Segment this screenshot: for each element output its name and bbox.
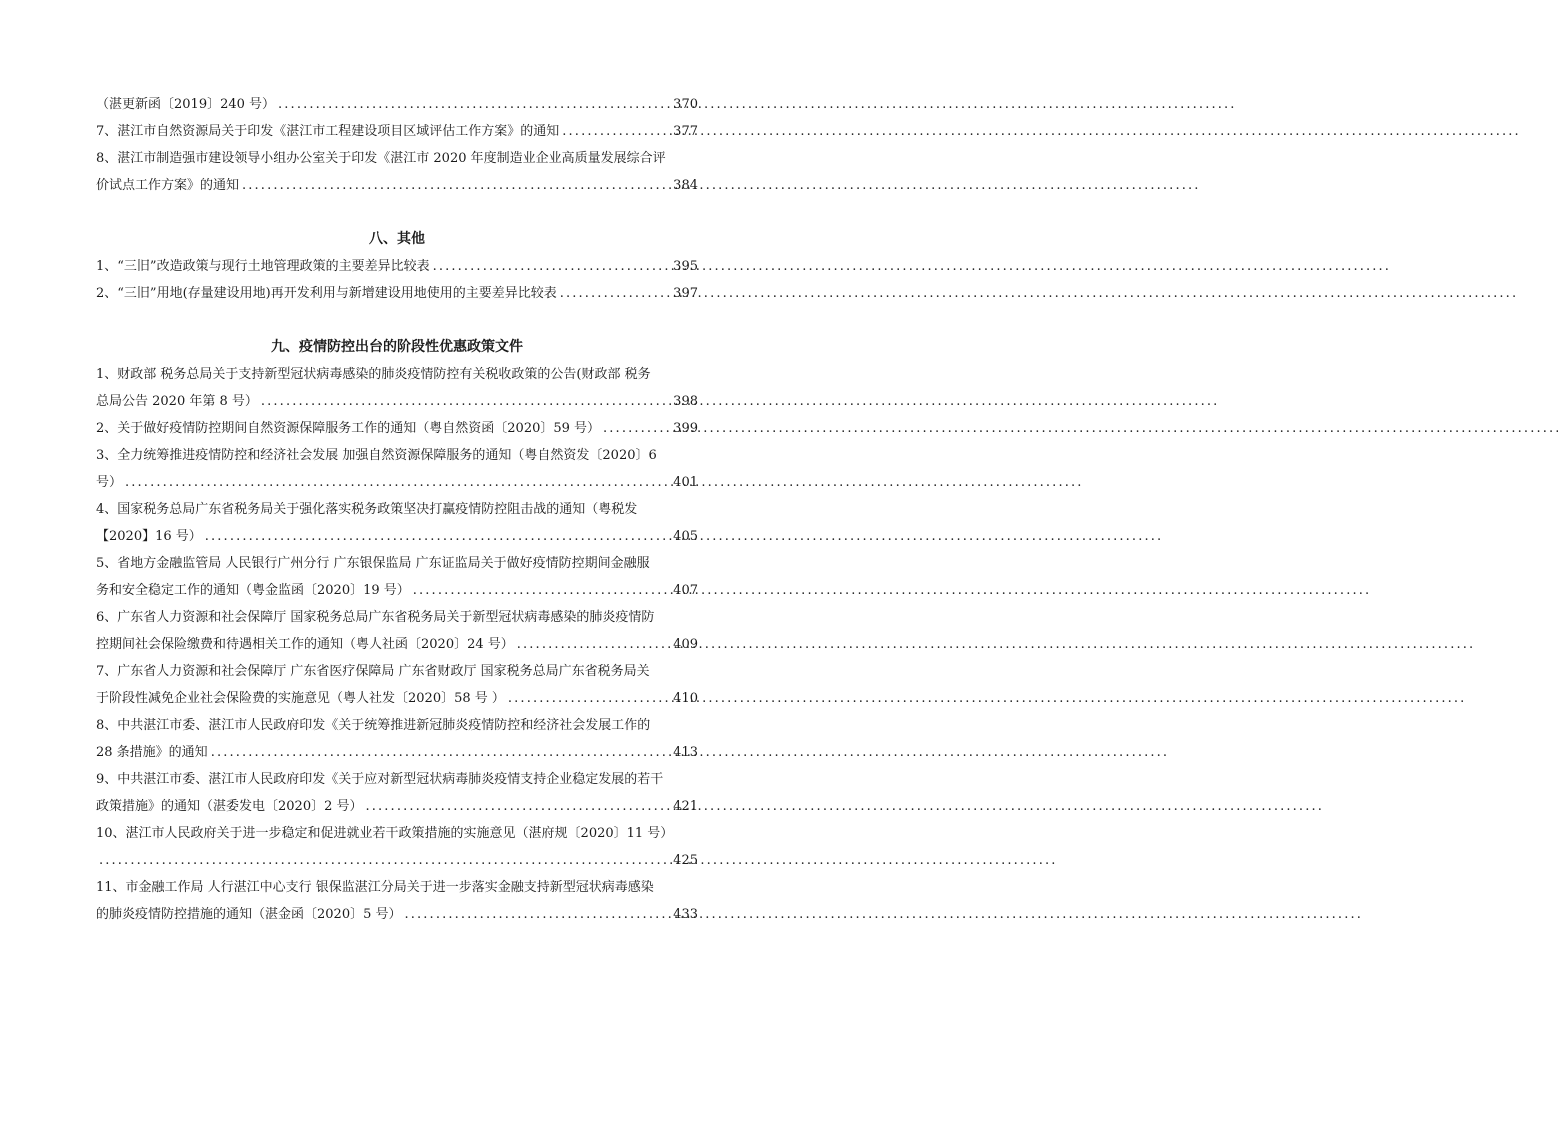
toc-page-number: 398	[673, 394, 698, 409]
leader-dots	[242, 172, 670, 199]
toc-page-number: 399	[673, 421, 698, 436]
leader-dots	[433, 253, 671, 280]
toc-entry-title: 价试点工作方案》的通知	[96, 178, 240, 193]
leader-dots	[99, 847, 670, 874]
leader-dots	[508, 685, 670, 712]
toc-entry[interactable]	[96, 739, 698, 766]
toc-entry[interactable]	[96, 793, 698, 820]
toc-entry[interactable]	[96, 118, 698, 145]
toc-entry-title[interactable]: 4、国家税务总局广东省税务局关于强化落实税务政策坚决打赢疫情防控阻击战的通知（粤税发	[96, 502, 638, 517]
toc-page-number: 421	[673, 799, 698, 814]
toc-page-number: 410	[673, 691, 698, 706]
toc-entry-title[interactable]: 1、财政部 税务总局关于支持新型冠状病毒感染的肺炎疫情防控有关税收政策的公告(财政部 税务	[96, 367, 651, 382]
section-heading: 八、其他	[369, 231, 425, 247]
toc-entry-title: 控期间社会保险缴费和待遇相关工作的通知（粤人社函〔2020〕24 号）	[96, 637, 514, 652]
leader-dots	[261, 388, 670, 415]
toc-entry[interactable]	[96, 901, 698, 928]
toc-page-number: 405	[673, 529, 698, 544]
toc-entry[interactable]	[96, 172, 698, 199]
section-heading: 九、疫情防控出台的阶段性优惠政策文件	[271, 339, 523, 355]
leader-dots	[366, 793, 671, 820]
leader-dots	[560, 280, 670, 307]
toc-page-number: 409	[673, 637, 698, 652]
leader-dots	[517, 631, 670, 658]
toc-entry-title: 7、湛江市自然资源局关于印发《湛江市工程建设项目区域评估工作方案》的通知	[96, 124, 560, 139]
toc-entry-title[interactable]: 7、广东省人力资源和社会保障厅 广东省医疗保障局 广东省财政厅 国家税务总局广东省税务局关	[96, 664, 650, 679]
toc-entry-title: 28 条措施》的通知	[96, 745, 208, 760]
toc-entry-title: 总局公告 2020 年第 8 号）	[96, 394, 258, 409]
leader-dots	[562, 118, 670, 145]
leader-dots	[278, 91, 670, 118]
toc-entry[interactable]	[96, 415, 698, 442]
toc-entry[interactable]	[96, 388, 698, 415]
toc-page	[96, 91, 698, 928]
toc-entry-title: 2、“三旧”用地(存量建设用地)再开发利用与新增建设用地使用的主要差异比较表	[96, 286, 557, 301]
toc-page-number: 413	[673, 745, 698, 760]
toc-entry-title: 的肺炎疫情防控措施的通知（湛金函〔2020〕5 号）	[96, 907, 402, 922]
toc-entry-title[interactable]: 6、广东省人力资源和社会保障厅 国家税务总局广东省税务局关于新型冠状病毒感染的肺炎疫情防	[96, 610, 655, 625]
toc-page-number: 401	[673, 475, 698, 490]
toc-entry[interactable]	[96, 847, 698, 874]
toc-entry-title: 于阶段性减免企业社会保险费的实施意见（粤人社发〔2020〕58 号 ）	[96, 691, 505, 706]
toc-page-number: 395	[673, 259, 698, 274]
leader-dots	[205, 523, 670, 550]
toc-page-number: 397	[673, 286, 698, 301]
toc-entry-title[interactable]: 11、市金融工作局 人行湛江中心支行 银保监湛江分局关于进一步落实金融支持新型冠状病毒感染	[96, 880, 654, 895]
spacer	[96, 199, 698, 226]
toc-entry-title: 政策措施》的通知（湛委发电〔2020〕2 号）	[96, 799, 363, 814]
toc-page-number: 407	[673, 583, 698, 598]
toc-entry[interactable]	[96, 685, 698, 712]
toc-entry[interactable]	[96, 523, 698, 550]
toc-entry-title: （湛更新函〔2019〕240 号）	[96, 97, 276, 112]
toc-entry[interactable]	[96, 280, 698, 307]
toc-entry-title: 务和安全稳定工作的通知（粤金监函〔2020〕19 号）	[96, 583, 410, 598]
toc-entry[interactable]	[96, 253, 698, 280]
toc-entry-title[interactable]: 10、湛江市人民政府关于进一步稳定和促进就业若干政策措施的实施意见（湛府规〔2020〕11 号）	[96, 826, 674, 841]
toc-page-number: 384	[673, 178, 698, 193]
toc-page-number: 377	[673, 124, 698, 139]
toc-entry-title[interactable]: 8、中共湛江市委、湛江市人民政府印发《关于统筹推进新冠肺炎疫情防控和经济社会发展工作的	[96, 718, 651, 733]
leader-dots	[405, 901, 671, 928]
toc-entry[interactable]	[96, 91, 698, 118]
toc-entry[interactable]	[96, 469, 698, 496]
leader-dots	[125, 469, 670, 496]
toc-entry-title[interactable]: 5、省地方金融监管局 人民银行广州分行 广东银保监局 广东证监局关于做好疫情防控期间金融服	[96, 556, 650, 571]
toc-entry[interactable]	[96, 577, 698, 604]
toc-entry-title[interactable]: 3、全力统筹推进疫情防控和经济社会发展 加强自然资源保障服务的通知（粤自然资发〔2020〕6	[96, 448, 657, 463]
toc-entry-title[interactable]: 8、湛江市制造强市建设领导小组办公室关于印发《湛江市 2020 年度制造业企业高质量发展综合评	[96, 151, 666, 166]
toc-entry-title: 号）	[96, 475, 123, 490]
spacer	[96, 307, 698, 334]
leader-dots	[413, 577, 670, 604]
toc-entry[interactable]	[96, 631, 698, 658]
toc-page-number: 433	[673, 907, 698, 922]
toc-entry-title: 【2020】16 号）	[96, 529, 202, 544]
toc-entry-title: 2、关于做好疫情防控期间自然资源保障服务工作的通知（粤自然资函〔2020〕59 号）	[96, 421, 601, 436]
toc-entry-title[interactable]: 9、中共湛江市委、湛江市人民政府印发《关于应对新型冠状病毒肺炎疫情支持企业稳定发展的若干	[96, 772, 664, 787]
toc-page-number: 370	[673, 97, 698, 112]
leader-dots	[211, 739, 670, 766]
toc-page-number: 425	[673, 853, 698, 868]
leader-dots	[603, 415, 670, 442]
toc-entry-title: 1、“三旧”改造政策与现行土地管理政策的主要差异比较表	[96, 259, 430, 274]
